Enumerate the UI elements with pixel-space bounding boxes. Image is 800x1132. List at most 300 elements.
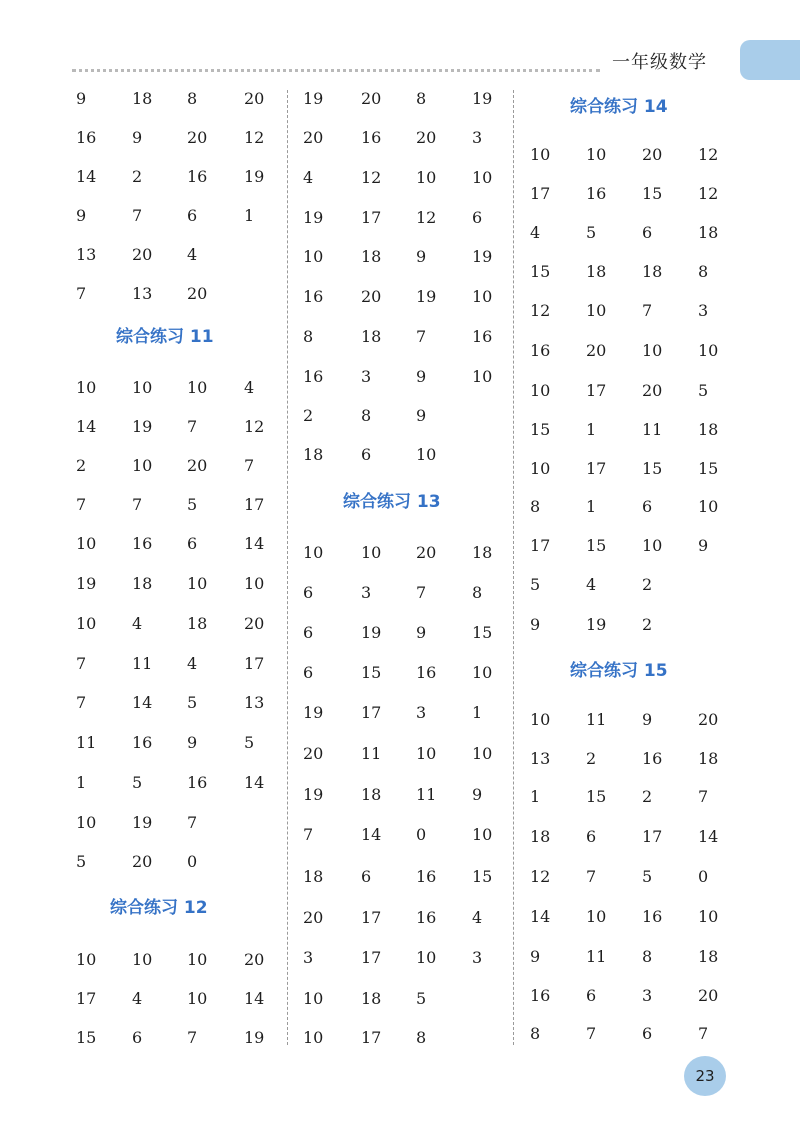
answer-row [530,572,698,598]
answer-cell: 10 [530,459,551,478]
answer-cell: 17 [530,184,551,203]
answer-cell: 18 [698,223,719,242]
answer-cell: 4 [132,614,143,633]
answer-cell: 19 [416,287,437,306]
answer-row [530,142,750,168]
answer-cell: 11 [586,710,607,729]
answer-cell: 15 [76,1028,97,1047]
answer-cell: 16 [530,341,551,360]
answer-row [76,86,296,112]
answer-cell: 20 [303,908,324,927]
answer-cell: 1 [472,703,483,722]
answer-row [303,864,524,890]
answer-cell: 11 [642,420,663,439]
answer-cell: 0 [187,852,198,871]
answer-cell: 20 [187,284,208,303]
answer-row [76,164,296,190]
answer-cell: 7 [187,813,198,832]
answer-row [530,707,750,733]
answer-row [303,324,524,350]
answer-row [530,1021,750,1047]
answer-cell: 12 [530,867,551,886]
answer-cell: 18 [642,262,663,281]
answer-cell: 8 [472,583,483,602]
answer-cell: 15 [586,787,607,806]
answer-cell: 2 [132,167,143,186]
answer-cell: 6 [472,208,483,227]
answer-cell: 13 [244,693,265,712]
answer-cell: 18 [698,947,719,966]
answer-cell: 10 [132,378,153,397]
answer-row [76,414,296,440]
answer-row [530,864,750,890]
answer-cell: 18 [361,989,382,1008]
answer-cell: 13 [76,245,97,264]
answer-cell: 7 [187,417,198,436]
answer-cell: 14 [76,417,97,436]
answer-cell: 7 [132,495,143,514]
answer-cell: 17 [361,208,382,227]
answer-row [303,205,524,231]
answer-cell: 2 [586,749,597,768]
answer-row [303,660,524,686]
answer-cell: 20 [303,128,324,147]
answer-cell: 10 [76,813,97,832]
answer-row [303,741,524,767]
answer-cell: 10 [586,145,607,164]
answer-cell: 17 [76,989,97,1008]
answer-row [303,165,524,191]
answer-cell: 20 [416,128,437,147]
answer-row [303,442,472,468]
answer-row [303,86,524,112]
answer-cell: 2 [642,575,653,594]
answer-row [76,947,296,973]
answer-cell: 4 [132,989,143,1008]
answer-cell: 18 [698,749,719,768]
answer-row [76,849,244,875]
answer-cell: 20 [187,128,208,147]
answer-cell: 10 [416,445,437,464]
answer-cell: 18 [361,247,382,266]
answer-cell: 16 [472,327,493,346]
answer-cell: 12 [361,168,382,187]
answer-cell: 1 [530,787,541,806]
answer-cell: 5 [187,693,198,712]
answer-cell: 10 [530,145,551,164]
answer-cell: 18 [472,543,493,562]
answer-cell: 19 [303,785,324,804]
answer-cell: 6 [361,445,372,464]
answer-row [76,1025,296,1051]
answer-cell: 10 [303,1028,324,1047]
answer-row [76,810,244,836]
answer-cell: 10 [187,989,208,1008]
answer-row [76,651,296,677]
answer-cell: 12 [416,208,437,227]
answer-cell: 18 [361,785,382,804]
answer-cell: 3 [303,948,314,967]
answer-cell: 10 [530,710,551,729]
answer-cell: 7 [698,787,709,806]
answer-row [530,417,750,443]
answer-cell: 10 [472,367,493,386]
answer-cell: 16 [132,534,153,553]
answer-cell: 6 [303,623,314,642]
answer-row [530,824,750,850]
answer-cell: 10 [132,950,153,969]
column-divider-2 [513,90,514,1045]
answer-cell: 4 [472,908,483,927]
answer-cell: 3 [361,583,372,602]
answer-cell: 7 [303,825,314,844]
answer-cell: 11 [76,733,97,752]
answer-cell: 5 [698,381,709,400]
header-title: 一年级数学 [612,52,707,73]
answer-cell: 16 [416,663,437,682]
answer-cell: 10 [76,534,97,553]
answer-cell: 6 [187,206,198,225]
answer-cell: 6 [586,827,597,846]
section-title: 综合练习 12 [110,898,208,918]
answer-row [303,905,524,931]
answer-cell: 19 [303,208,324,227]
answer-row [303,1025,472,1051]
answer-cell: 0 [698,867,709,886]
answer-cell: 13 [132,284,153,303]
answer-cell: 5 [132,773,143,792]
answer-cell: 20 [303,744,324,763]
answer-cell: 10 [76,614,97,633]
answer-cell: 7 [586,1024,597,1043]
answer-cell: 2 [642,615,653,634]
answer-cell: 7 [642,301,653,320]
answer-cell: 20 [698,710,719,729]
answer-cell: 14 [244,534,265,553]
answer-cell: 18 [530,827,551,846]
section-title: 综合练习 14 [570,97,668,117]
answer-cell: 9 [416,367,427,386]
answer-cell: 16 [187,773,208,792]
answer-cell: 7 [76,495,87,514]
answer-row [530,298,750,324]
answer-cell: 10 [472,663,493,682]
answer-cell: 3 [698,301,709,320]
answer-cell: 2 [76,456,87,475]
section-title: 综合练习 13 [343,492,441,512]
answer-cell: 10 [472,168,493,187]
answer-row [303,125,524,151]
answer-cell: 10 [76,950,97,969]
answer-cell: 9 [416,623,427,642]
answer-cell: 17 [244,654,265,673]
answer-cell: 4 [187,245,198,264]
answer-cell: 11 [416,785,437,804]
answer-cell: 9 [132,128,143,147]
answer-cell: 4 [303,168,314,187]
answer-cell: 15 [642,459,663,478]
answer-cell: 8 [361,406,372,425]
answer-cell: 17 [642,827,663,846]
answer-cell: 18 [303,445,324,464]
answer-cell: 17 [361,908,382,927]
answer-cell: 9 [416,247,427,266]
answer-cell: 3 [472,948,483,967]
answer-cell: 7 [586,867,597,886]
answer-cell: 9 [642,710,653,729]
answer-cell: 6 [303,663,314,682]
answer-cell: 8 [416,89,427,108]
answer-cell: 15 [472,867,493,886]
answer-row [76,730,296,756]
answer-row [76,125,296,151]
answer-cell: 20 [416,543,437,562]
answer-cell: 12 [698,145,719,164]
answer-row [76,611,296,637]
answer-cell: 10 [586,301,607,320]
answer-row [76,986,296,1012]
answer-cell: 10 [187,378,208,397]
answer-cell: 6 [642,223,653,242]
answer-cell: 16 [76,128,97,147]
answer-row [303,580,524,606]
answer-cell: 14 [244,773,265,792]
answer-cell: 7 [416,327,427,346]
answer-row [530,220,750,246]
answer-cell: 5 [76,852,87,871]
answer-row [303,284,524,310]
answer-cell: 18 [187,614,208,633]
answer-cell: 12 [244,417,265,436]
answer-cell: 17 [361,1028,382,1047]
answer-cell: 16 [642,907,663,926]
answer-row [76,770,296,796]
answer-row [303,822,524,848]
answer-cell: 3 [361,367,372,386]
answer-row [530,533,750,559]
answer-cell: 15 [530,420,551,439]
answer-row [530,456,750,482]
answer-cell: 14 [698,827,719,846]
answer-cell: 10 [187,574,208,593]
answer-row [76,242,244,268]
answer-cell: 10 [586,907,607,926]
answer-row [303,986,472,1012]
answer-cell: 18 [303,867,324,886]
answer-cell: 10 [472,825,493,844]
answer-cell: 18 [698,420,719,439]
answer-cell: 10 [76,378,97,397]
answer-cell: 19 [244,1028,265,1047]
answer-cell: 6 [187,534,198,553]
answer-cell: 11 [132,654,153,673]
answer-cell: 15 [586,536,607,555]
answer-row [303,782,524,808]
answer-cell: 16 [132,733,153,752]
answer-cell: 18 [586,262,607,281]
answer-cell: 16 [416,867,437,886]
answer-cell: 18 [132,574,153,593]
answer-cell: 20 [187,456,208,475]
answer-cell: 19 [76,574,97,593]
answer-cell: 8 [698,262,709,281]
answer-cell: 6 [642,497,653,516]
answer-cell: 17 [530,536,551,555]
answer-cell: 9 [416,406,427,425]
answer-cell: 16 [187,167,208,186]
answer-cell: 20 [244,614,265,633]
answer-cell: 11 [586,947,607,966]
answer-cell: 20 [132,245,153,264]
answer-cell: 16 [530,986,551,1005]
answer-cell: 5 [530,575,541,594]
answer-cell: 15 [698,459,719,478]
answer-cell: 16 [303,287,324,306]
answer-cell: 6 [303,583,314,602]
answer-row [76,571,296,597]
answer-cell: 5 [642,867,653,886]
answer-cell: 10 [698,341,719,360]
answer-row [76,492,296,518]
answer-cell: 1 [76,773,87,792]
answer-cell: 17 [586,381,607,400]
answer-cell: 9 [530,615,541,634]
answer-cell: 10 [244,574,265,593]
answer-row [303,620,524,646]
answer-cell: 10 [303,543,324,562]
answer-cell: 12 [244,128,265,147]
answer-cell: 10 [361,543,382,562]
column-divider-1 [287,90,288,1045]
answer-cell: 7 [132,206,143,225]
answer-cell: 20 [132,852,153,871]
answer-row [76,531,296,557]
answer-row [76,203,296,229]
answer-cell: 16 [586,184,607,203]
answer-cell: 20 [361,89,382,108]
answer-row [530,944,750,970]
answer-cell: 7 [76,654,87,673]
answer-cell: 11 [361,744,382,763]
answer-cell: 6 [586,986,597,1005]
answer-row [303,364,524,390]
answer-cell: 7 [244,456,255,475]
answer-row [530,181,750,207]
answer-cell: 9 [472,785,483,804]
answer-cell: 17 [361,948,382,967]
answer-cell: 13 [530,749,551,768]
answer-row [76,281,244,307]
answer-cell: 19 [303,89,324,108]
header-tab [740,40,800,80]
answer-cell: 5 [416,989,427,1008]
answer-cell: 16 [416,908,437,927]
header-dotted-rule [72,69,600,72]
answer-cell: 4 [244,378,255,397]
answer-row [303,945,524,971]
answer-cell: 20 [361,287,382,306]
answer-cell: 10 [530,381,551,400]
answer-cell: 10 [642,341,663,360]
answer-cell: 19 [361,623,382,642]
answer-row [530,338,750,364]
answer-cell: 19 [244,167,265,186]
answer-cell: 20 [642,381,663,400]
answer-cell: 10 [416,744,437,763]
answer-row [530,378,750,404]
answer-cell: 19 [303,703,324,722]
answer-row [303,244,524,270]
answer-cell: 12 [698,184,719,203]
answer-row [303,403,472,429]
answer-cell: 15 [472,623,493,642]
answer-cell: 10 [132,456,153,475]
answer-cell: 19 [132,417,153,436]
answer-cell: 9 [530,947,541,966]
answer-cell: 20 [586,341,607,360]
answer-cell: 3 [472,128,483,147]
answer-cell: 18 [132,89,153,108]
section-title: 综合练习 11 [116,327,214,347]
answer-cell: 20 [642,145,663,164]
answer-row [530,746,750,772]
answer-cell: 17 [586,459,607,478]
answer-cell: 1 [586,420,597,439]
answer-cell: 8 [416,1028,427,1047]
answer-cell: 8 [530,1024,541,1043]
answer-cell: 17 [244,495,265,514]
answer-cell: 4 [530,223,541,242]
answer-cell: 2 [642,787,653,806]
answer-cell: 10 [416,948,437,967]
answer-cell: 6 [361,867,372,886]
answer-cell: 18 [361,327,382,346]
page-number: 23 [684,1056,726,1096]
answer-cell: 20 [244,950,265,969]
answer-cell: 4 [187,654,198,673]
answer-cell: 5 [244,733,255,752]
answer-cell: 15 [642,184,663,203]
answer-cell: 10 [303,247,324,266]
answer-cell: 14 [244,989,265,1008]
answer-row [530,983,750,1009]
answer-cell: 10 [642,536,663,555]
answer-row [530,904,750,930]
answer-cell: 14 [361,825,382,844]
answer-cell: 7 [698,1024,709,1043]
answer-row [303,700,524,726]
answer-cell: 10 [698,907,719,926]
section-title: 综合练习 15 [570,661,668,681]
answer-cell: 8 [642,947,653,966]
answer-cell: 12 [530,301,551,320]
answer-cell: 0 [416,825,427,844]
answer-cell: 16 [303,367,324,386]
answer-cell: 14 [132,693,153,712]
answer-cell: 6 [642,1024,653,1043]
answer-cell: 10 [416,168,437,187]
answer-cell: 10 [472,744,493,763]
answer-row [530,259,750,285]
answer-row [76,453,296,479]
answer-row [76,375,296,401]
answer-cell: 8 [530,497,541,516]
answer-cell: 16 [642,749,663,768]
answer-row [530,494,750,520]
answer-cell: 1 [244,206,255,225]
answer-cell: 4 [586,575,597,594]
answer-row [76,690,296,716]
